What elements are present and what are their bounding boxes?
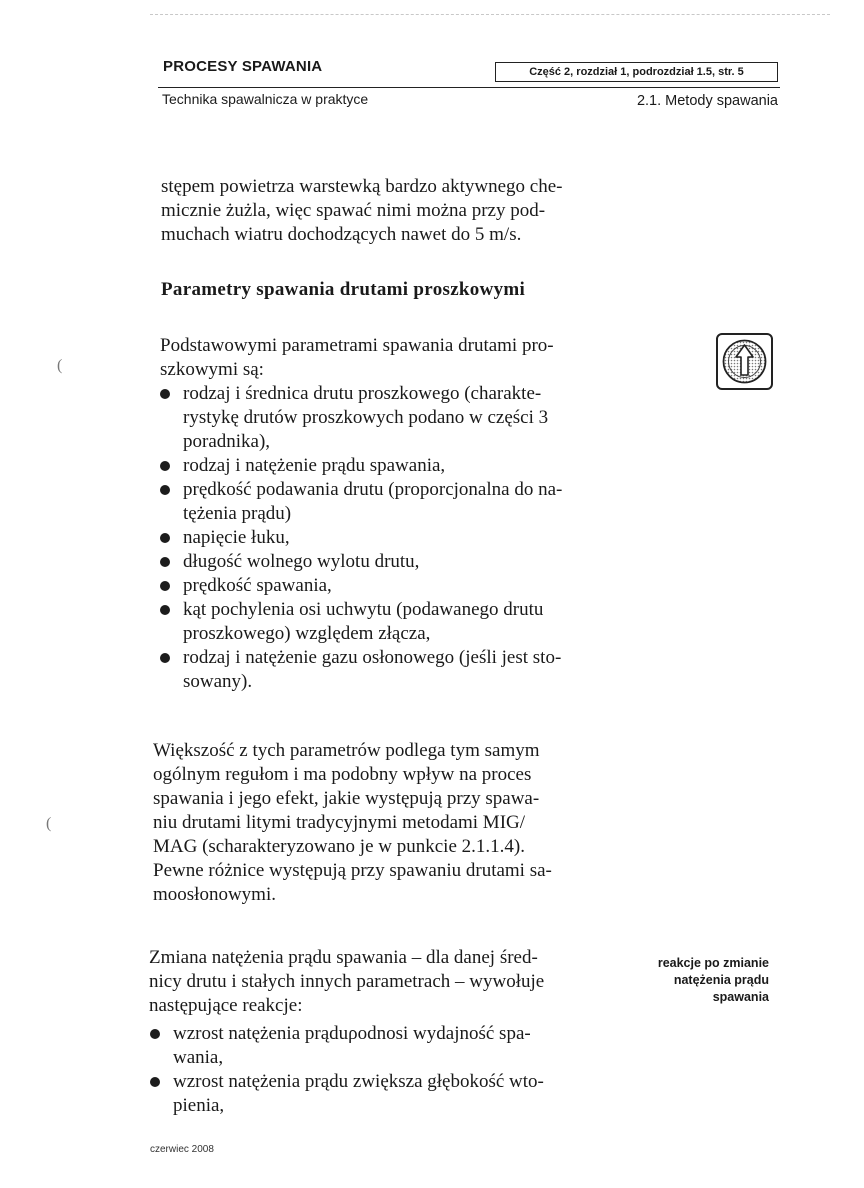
parameters-list (159, 382, 619, 694)
text-line: szkowymi są: (160, 359, 264, 380)
text-line: moosłonowymi. (153, 884, 276, 905)
text-line: spawania i jego efekt, jakie występują przy spawa- (153, 788, 540, 809)
intro-paragraph (161, 175, 611, 247)
header-location-box: Część 2, rozdział 1, podrozdział 1.5, str. 5 (495, 62, 778, 82)
section-heading: Parametry spawania drutami proszkowymi (161, 279, 526, 300)
reactions-list (149, 1022, 609, 1118)
list-item: rodzaj i średnica drutu proszkowego (charakte- rystykę drutów proszkowych podano w części 3 poradnika), (159, 382, 619, 454)
text-line: niu drutami litymi tradycyjnymi metodami MIG/ (153, 812, 526, 833)
params-intro (160, 334, 610, 382)
bullet-icon (160, 557, 170, 567)
text-line: ogólnym regułom i ma podobny wpływ na proces (153, 764, 532, 785)
text-line: Większość z tych parametrów podlega tym samym (153, 740, 540, 761)
header-subtitle-right: 2.1. Metody spawania (636, 93, 778, 109)
list-item: długość wolnego wylotu drutu, (159, 550, 619, 574)
header-divider (158, 87, 780, 88)
bullet-icon (160, 485, 170, 495)
list-item: rodzaj i natężenie gazu osłonowego (jeśli jest sto- sowany). (159, 646, 619, 694)
bullet-icon (160, 653, 170, 663)
text-line: Podstawowymi parametrami spawania drutami pro- (160, 335, 554, 356)
list-item: rodzaj i natężenie prądu spawania, (159, 454, 619, 478)
text-line: muchach wiatru dochodzących nawet do 5 m/s. (161, 224, 522, 245)
margin-mark: ( (46, 815, 52, 832)
up-arrow-icon (716, 333, 773, 390)
text-line: MAG (scharakteryzowano je w punkcie 2.1.1.4). (153, 836, 525, 857)
paragraph-3 (149, 946, 604, 1018)
text-line: Pewne różnice występują przy spawaniu drutami sa- (153, 860, 552, 881)
list-item: wzrost natężenia prądu zwiększa głębokość wto- pienia, (149, 1070, 609, 1118)
list-item: kąt pochylenia osi uchwytu (podawanego drutu proszkowego) względem złącza, (159, 598, 619, 646)
margin-note: reakcje po zmianie natężenia prądu spawania (657, 956, 769, 1004)
list-item: wzrost natężenia prąduρodnosi wydajność spa- wania, (149, 1022, 609, 1070)
text-line: nicy drutu i stałych innych parametrach – wywołuje (149, 971, 545, 992)
text-line: micznie żużla, więc spawać nimi można przy pod- (161, 200, 546, 221)
bullet-icon (160, 605, 170, 615)
scan-edge-line (150, 14, 830, 15)
list-item: prędkość spawania, (159, 574, 619, 598)
text-line: Zmiana natężenia prądu spawania – dla danej śred- (149, 947, 538, 968)
up-arrow-icon-graphic (718, 335, 771, 388)
list-item: napięcie łuku, (159, 526, 619, 550)
bullet-icon (160, 389, 170, 399)
footer-date: czerwiec 2008 (150, 1144, 214, 1155)
bullet-icon (160, 461, 170, 471)
header-subtitle-left: Technika spawalnicza w praktyce (162, 91, 369, 107)
text-line: stępem powietrza warstewką bardzo aktywnego che- (161, 176, 563, 197)
bullet-icon (160, 533, 170, 543)
header-title: PROCESY SPAWANIA (163, 58, 323, 75)
margin-mark: ( (57, 357, 63, 374)
text-line: następujące reakcje: (149, 995, 303, 1016)
list-item: prędkość podawania drutu (proporcjonalna do na- tężenia prądu) (159, 478, 619, 526)
bullet-icon (150, 1029, 160, 1039)
bullet-icon (150, 1077, 160, 1087)
bullet-icon (160, 581, 170, 591)
paragraph-2 (153, 739, 608, 907)
